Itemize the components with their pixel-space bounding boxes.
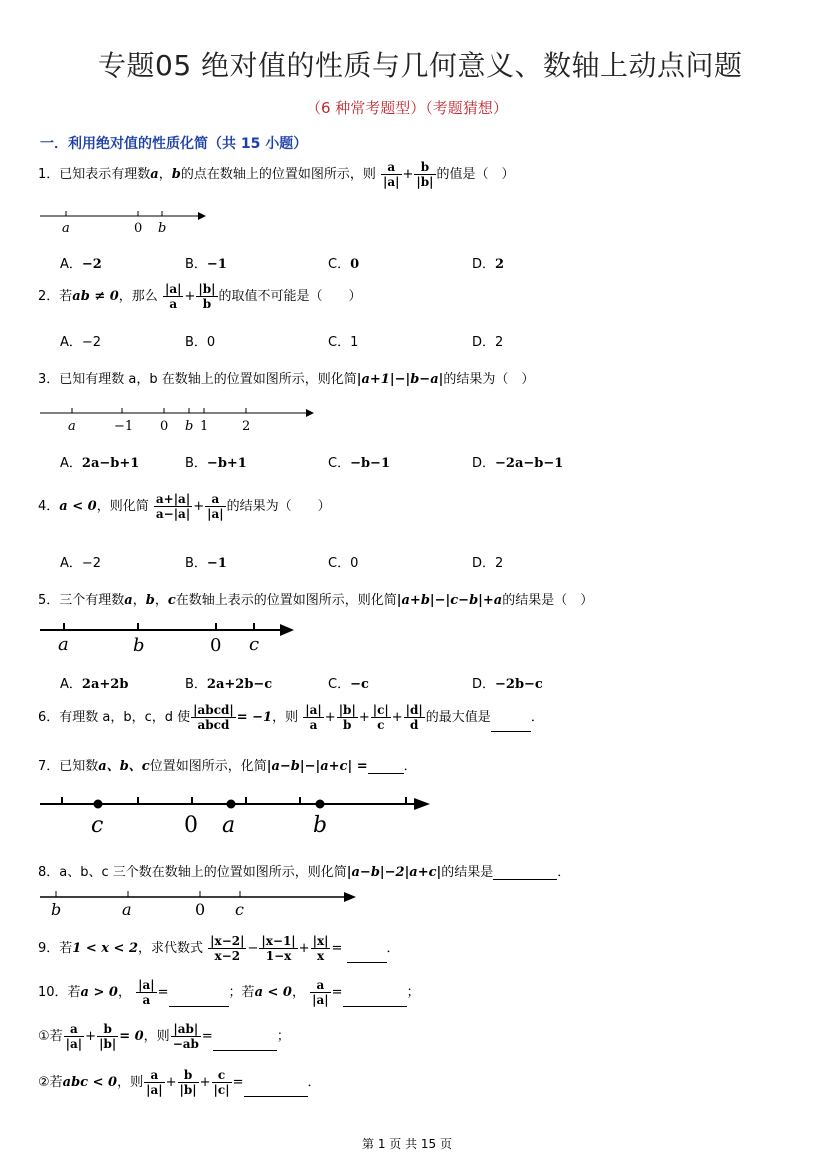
- svg-text:a: a: [222, 813, 236, 838]
- option-b[interactable]: B．2a+2b−c: [185, 677, 273, 692]
- question-4: 4．a < 0，则化简 $\frac{a+|a|}{a-|a|}$ + $\frac{a}{|a|}$ 的结果为（ ）: [38, 492, 331, 521]
- question-8: 8．a、b、c 三个数在数轴上的位置如图所示，则化简|a−b|−2|a+c|的结果是 ．: [38, 865, 571, 880]
- svg-text:1: 1: [200, 419, 209, 434]
- section-heading: 一．利用绝对值的性质化简（共 15 小题）: [40, 136, 308, 152]
- fraction: $\frac{|b|}{b}$: [198, 282, 216, 311]
- fraction: $\frac{|x-2|}{x-2}$: [210, 934, 245, 963]
- svg-text:a: a: [122, 900, 132, 919]
- svg-text:c: c: [235, 900, 244, 919]
- fraction: $\frac{|x|}{x}$: [312, 934, 329, 963]
- answer-blank[interactable]: [491, 719, 531, 732]
- option-b[interactable]: B．−1: [185, 556, 227, 571]
- fraction: $\frac{|a|}{a}$: [305, 703, 322, 732]
- svg-text:c: c: [249, 634, 260, 655]
- answer-blank[interactable]: [368, 761, 404, 774]
- svg-text:b: b: [313, 813, 328, 838]
- option-a[interactable]: A．−2: [60, 257, 102, 272]
- fraction: $\frac{a+|a|}{a-|a|}$: [155, 492, 191, 521]
- option-d[interactable]: D．−2a−b−1: [472, 456, 564, 471]
- number-line-q7: [36, 790, 436, 838]
- question-10-part-2: ②若abc < 0，则 $\frac{a}{|a|}$ + $\frac{b}{|b|}$ + $\frac{c}{|c|}$ = ．: [38, 1068, 321, 1097]
- answer-blank[interactable]: [347, 950, 387, 963]
- fraction: $\frac{|ab|}{-ab}$: [172, 1022, 199, 1051]
- number-line-q8: [36, 888, 366, 922]
- answer-blank[interactable]: [213, 1038, 277, 1051]
- question-3: 3．已知有理数 a，b 在数轴上的位置如图所示，则化简|a+1|−|b−a|的结果为（ ）: [38, 372, 535, 387]
- question-9: 9．若1 < x < 2，求代数式 $\frac{|x-2|}{x-2}$ − $\frac{|x-1|}{1-x}$ + $\frac{|x|}{x}$ = ．: [38, 934, 400, 963]
- svg-text:c: c: [91, 813, 104, 838]
- svg-text:2: 2: [242, 419, 251, 434]
- option-a[interactable]: A．2a−b+1: [60, 456, 140, 471]
- question-6: 6．有理数 a，b，c，d 使 $\frac{\text{|abcd|}}{\text{abcd}}$ = −1，则 $\frac{|a|}{a}$ + $\frac{|b|}{b}$ + $\frac{|c|}{c}$ + $\frac{|d|}{d}$ 的最大值是 ．: [38, 703, 544, 732]
- page-title: 专题05 绝对值的性质与几何意义、数轴上动点问题: [98, 49, 743, 82]
- option-c[interactable]: C．−b−1: [328, 456, 390, 471]
- number-line-q3: [36, 403, 326, 435]
- option-d[interactable]: D．2: [472, 335, 504, 350]
- option-c[interactable]: C．0: [328, 556, 359, 571]
- number-line-q1: [36, 206, 216, 236]
- fraction: $\frac{a}{|a|}$: [382, 160, 400, 189]
- svg-text:0: 0: [160, 419, 169, 434]
- svg-text:−1: −1: [114, 419, 134, 434]
- question-1: 1．已知表示有理数a，b的点在数轴上的位置如图所示，则 $\frac{a}{|a|}$ + $\frac{b}{|b|}$ 的值是（ ）: [38, 160, 515, 189]
- page-footer: 第 1 页 共 15 页: [362, 1137, 452, 1151]
- fraction: $\frac{b}{|b|}$: [99, 1022, 117, 1051]
- option-a[interactable]: A．−2: [60, 556, 102, 571]
- question-10: 10．若a > 0， $\frac{|a|}{a}$ = ；若a < 0， $\frac{a}{|a|}$ = ；: [38, 978, 420, 1007]
- fraction: $\frac{a}{|a|}$: [312, 978, 329, 1007]
- answer-blank[interactable]: [493, 867, 557, 880]
- question-5: 5．三个有理数a，b，c在数轴上表示的位置如图所示，则化简|a+b|−|c−b|+a的结果是（ ）: [38, 593, 594, 608]
- question-7: 7．已知数a、b、c位置如图所示，化简|a−b|−|a+c| = ．: [38, 759, 417, 774]
- answer-blank[interactable]: [343, 994, 407, 1007]
- fraction: $\frac{|a|}{a}$: [138, 978, 155, 1007]
- option-b[interactable]: B．−b+1: [185, 456, 247, 471]
- axis-label: a: [62, 221, 70, 236]
- option-a[interactable]: A．−2: [60, 335, 102, 350]
- fraction: $\frac{c}{|c|}$: [213, 1068, 230, 1097]
- option-b[interactable]: B．−1: [185, 257, 227, 272]
- option-c[interactable]: C．−c: [328, 677, 369, 692]
- fraction: $\frac{a}{|a|}$: [207, 492, 224, 521]
- option-b[interactable]: B．0: [185, 335, 216, 350]
- fraction: $\frac{a}{|a|}$: [146, 1068, 163, 1097]
- option-c[interactable]: C．1: [328, 335, 359, 350]
- svg-text:b: b: [51, 900, 62, 919]
- svg-text:0: 0: [195, 900, 206, 919]
- option-d[interactable]: D．2: [472, 556, 504, 571]
- fraction: $\frac{|c|}{c}$: [372, 703, 389, 732]
- fraction: $\frac{\text{|abcd|}}{\text{abcd}}$: [193, 703, 234, 732]
- fraction: $\frac{b}{|b|}$: [179, 1068, 197, 1097]
- fraction: $\frac{a}{|a|}$: [65, 1022, 83, 1051]
- option-d[interactable]: D．−2b−c: [472, 677, 543, 692]
- question-2: 2．若ab ≠ 0，那么 $\frac{|a|}{a}$ + $\frac{|b|}{b}$ 的取值不可能是（ ）: [38, 282, 362, 311]
- axis-label: 0: [134, 221, 143, 236]
- answer-blank[interactable]: [244, 1084, 308, 1097]
- fraction: $\frac{|b|}{b}$: [338, 703, 356, 732]
- option-d[interactable]: D．2: [472, 257, 505, 272]
- answer-blank[interactable]: [169, 994, 229, 1007]
- axis-label: b: [158, 221, 167, 236]
- fraction: $\frac{|x-1|}{1-x}$: [261, 934, 296, 963]
- svg-text:a: a: [58, 634, 69, 655]
- question-10-part-1: ①若 $\frac{a}{|a|}$ + $\frac{b}{|b|}$ = 0，则 $\frac{|ab|}{-ab}$ = ；: [38, 1022, 290, 1051]
- svg-text:b: b: [185, 419, 194, 434]
- option-a[interactable]: A．2a+2b: [60, 677, 129, 692]
- fraction: $\frac{b}{|b|}$: [416, 160, 434, 189]
- option-c[interactable]: C．0: [328, 257, 360, 272]
- fraction: $\frac{|d|}{d}$: [405, 703, 423, 732]
- svg-text:b: b: [133, 635, 145, 656]
- fraction: $\frac{|a|}{a}$: [164, 282, 182, 311]
- svg-text:0: 0: [184, 813, 198, 838]
- page-subtitle: （6 种常考题型）（考题猜想）: [306, 99, 508, 117]
- svg-text:a: a: [68, 419, 76, 434]
- number-line-q5: [36, 618, 306, 658]
- svg-text:0: 0: [210, 635, 222, 656]
